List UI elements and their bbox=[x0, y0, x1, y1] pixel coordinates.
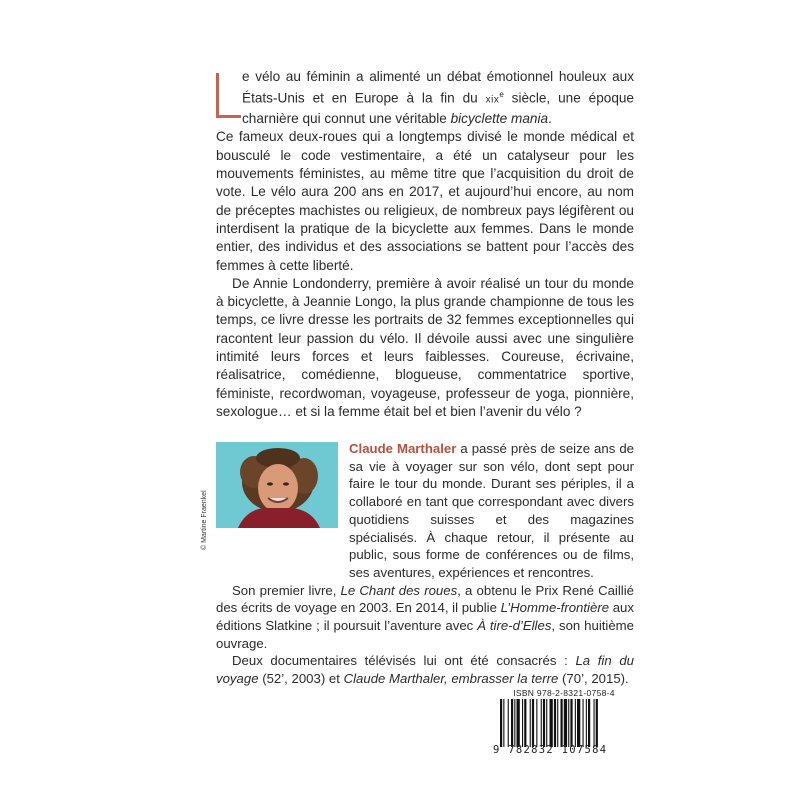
author-name: Claude Marthaler bbox=[349, 441, 457, 456]
barcode-bar bbox=[546, 699, 547, 747]
barcode-bar bbox=[500, 699, 502, 747]
bio-paragraph-3: Deux documentaires télévisés lui ont été consacrés : La fin du voyage (52’, 2003) et Claude Marthaler, embrasser la terre (70’, 2015). bbox=[216, 653, 635, 687]
barcode-bar bbox=[522, 699, 523, 747]
barcode-bar bbox=[586, 699, 587, 747]
bio-paragraph-2: Son premier livre, Le Chant des roues, a obtenu le Prix René Caillié des écrits de voyage en 2003. En 2014, il publie L’Homme-frontière aux éditions Slatkine ; il poursuit l’aventure avec À tire-d’Elles, son huitième ouvrage. bbox=[216, 582, 634, 651]
barcode-bar bbox=[570, 699, 572, 747]
barcode-bar bbox=[561, 699, 563, 747]
barcode-bar bbox=[517, 699, 520, 747]
barcode-bar bbox=[575, 699, 576, 747]
bio-paragraph-1: Claude Marthaler a passé près de seize ans de sa vie à voyager sur son vélo, dont sept pour faire le tour du monde. Durant ses périples, il a collaboré en tant que correspondant avec divers quotidiens suisses et des magazines spécialisés. À chaque retour, il présente au public, sous forme de conférences ou de films, ses aventures, expériences et rencontres. bbox=[349, 441, 634, 580]
barcode-bar bbox=[577, 699, 580, 747]
barcode-bar bbox=[511, 699, 513, 747]
barcode-bar bbox=[557, 699, 558, 747]
barcode-block bbox=[493, 688, 635, 758]
barcode-bar bbox=[568, 699, 569, 747]
barcode-bar bbox=[530, 699, 531, 747]
blurb-paragraph-3: De Annie Londonderry, première à avoir réalisé un tour du monde à bicyclette, à Jeannie Longo, la plus grande championne de tous les temps, ce livre dresse les portraits de 32 femmes exceptionnelles qui racontent leur passion du vélo. Il dévoile aussi avec une singulière intimité leurs forces et leurs faiblesses. Coureuse, écrivaine, réalisatrice, comédienne, blogueuse, commentatrice sportive, féministe, recordwoman, voyageuse, professeur de yoga, pionnière, sexologue… et si la femme était bel et bien l’avenir du vélo ? bbox=[216, 275, 634, 419]
barcode-bar bbox=[543, 699, 545, 747]
barcode-bar bbox=[554, 699, 556, 747]
barcode-bar bbox=[564, 699, 567, 747]
barcode-bar bbox=[532, 699, 534, 747]
isbn-label: ISBN 978-2-8321-0758-4 bbox=[513, 688, 615, 698]
barcode-bar bbox=[596, 699, 598, 747]
barcode-bar bbox=[524, 699, 526, 747]
photo-credit: © Martine Fraenkel bbox=[201, 490, 208, 550]
barcode-bar bbox=[550, 699, 553, 747]
blurb-text bbox=[216, 68, 634, 421]
blurb-paragraph-2: Ce fameux deux-roues qui a longtemps divisé le monde médical et bousculé le code vestimentaire, a été un catalyseur pour les mouvements féministes, au même titre que l’acquisition du droit de vote. Le vélo aura 200 ans en 2017, et aujourd’hui encore, au nom de préceptes machistes ou religieux, de nombreux pays légifèrent ou interdisent la pratique de la bicyclette aux femmes. Dans le monde entier, des individus et des associations se battent pour l’accès des femmes à cette liberté. bbox=[216, 129, 634, 273]
barcode-bar bbox=[536, 699, 537, 747]
barcode-bar bbox=[594, 699, 595, 747]
barcode-bar bbox=[588, 699, 590, 747]
barcode-bar bbox=[583, 699, 584, 747]
barcode-number: 9 782832 107584 bbox=[493, 744, 608, 756]
barcode-bar bbox=[503, 699, 504, 747]
barcode-bar bbox=[514, 699, 515, 747]
author-bio bbox=[216, 440, 634, 688]
barcode-bar bbox=[508, 699, 509, 747]
blurb-paragraph-1: e vélo au féminin a alimenté un débat émotionnel houleux aux États-Unis et en Europe à la fin du xix$^e$ siècle, une époque charnière qui connut une véritable bicyclette mania. bbox=[242, 69, 634, 127]
barcode-bar bbox=[541, 699, 542, 747]
barcode-bars bbox=[500, 699, 630, 747]
